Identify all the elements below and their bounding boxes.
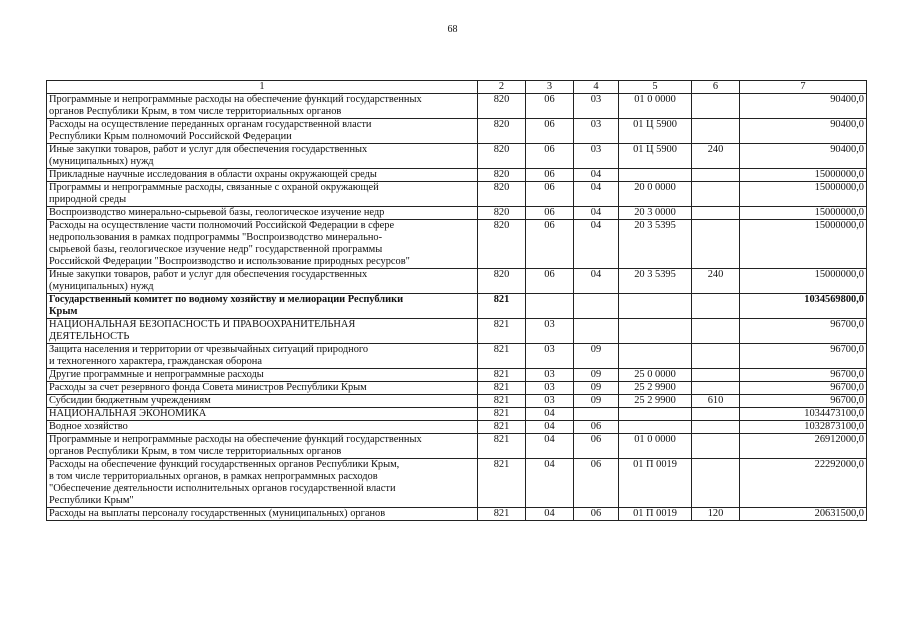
ministry-code-cell: 821 <box>478 294 526 319</box>
table-row <box>47 369 867 382</box>
subsection-code-cell: 04 <box>574 269 619 294</box>
expense-type-cell <box>692 319 740 344</box>
expense-name-line: Расходы на выплаты персоналу государственных (муниципальных) органов <box>49 508 386 519</box>
target-article-cell <box>619 408 692 421</box>
ministry-code-cell: 820 <box>478 220 526 269</box>
target-article-cell <box>619 169 692 182</box>
amount-cell: 22292000,0 <box>740 459 867 508</box>
header-cell: 5 <box>619 81 692 94</box>
expense-name-line: Расходы за счет резервного фонда Совета министров Республики Крым <box>49 382 367 393</box>
amount-cell: 1032873100,0 <box>740 421 867 434</box>
table-row <box>47 119 867 144</box>
amount-cell: 1034473100,0 <box>740 408 867 421</box>
expense-type-cell <box>692 207 740 220</box>
subsection-code-cell: 03 <box>574 144 619 169</box>
table-row <box>47 344 867 369</box>
expense-name-line: сырьевой базы, геологическое изучение недр" государственной программы <box>49 244 383 255</box>
table-row <box>47 319 867 344</box>
target-article-cell: 01 0 0000 <box>619 94 692 119</box>
expense-name-line: Государственный комитет по водному хозяйству и мелиорации Республики <box>49 294 404 305</box>
expense-name-line: Расходы на осуществление части полномочий Российской Федерации в сфере <box>49 220 395 231</box>
section-code-cell: 06 <box>526 169 574 182</box>
table-row <box>47 207 867 220</box>
expense-name-line: Субсидии бюджетным учреждениям <box>49 395 211 406</box>
expense-name-cell <box>47 144 478 169</box>
target-article-cell: 01 Ц 5900 <box>619 119 692 144</box>
target-article-cell: 25 2 9900 <box>619 395 692 408</box>
ministry-code-cell: 820 <box>478 169 526 182</box>
expense-name-cell <box>47 207 478 220</box>
expense-type-cell: 240 <box>692 269 740 294</box>
amount-cell: 15000000,0 <box>740 269 867 294</box>
subsection-code-cell <box>574 319 619 344</box>
subsection-code-cell: 06 <box>574 421 619 434</box>
section-code-cell: 03 <box>526 382 574 395</box>
target-article-cell: 20 0 0000 <box>619 182 692 207</box>
section-code-cell: 06 <box>526 119 574 144</box>
expense-name-line: органов Республики Крым, в том числе территориальных органов <box>49 446 342 457</box>
expense-type-cell <box>692 408 740 421</box>
expense-name-line: Воспроизводство минерально-сырьевой базы, геологическое изучение недр <box>49 207 385 218</box>
ministry-code-cell: 821 <box>478 395 526 408</box>
ministry-code-cell: 820 <box>478 182 526 207</box>
section-code-cell: 03 <box>526 369 574 382</box>
amount-cell: 1034569800,0 <box>740 294 867 319</box>
section-code-cell: 04 <box>526 421 574 434</box>
amount-cell: 90400,0 <box>740 144 867 169</box>
amount-cell: 96700,0 <box>740 382 867 395</box>
expense-name-line: органов Республики Крым, в том числе территориальных органов <box>49 106 342 117</box>
subsection-code-cell <box>574 294 619 319</box>
subsection-code-cell: 04 <box>574 182 619 207</box>
subsection-code-cell: 04 <box>574 207 619 220</box>
table-row <box>47 269 867 294</box>
expense-type-cell <box>692 169 740 182</box>
expense-name-line: Российской Федерации "Воспроизводство и использование природных ресурсов" <box>49 256 410 267</box>
ministry-code-cell: 820 <box>478 269 526 294</box>
expense-type-cell: 120 <box>692 508 740 521</box>
amount-cell: 15000000,0 <box>740 182 867 207</box>
table-row <box>47 382 867 395</box>
ministry-code-cell: 821 <box>478 408 526 421</box>
ministry-code-cell: 820 <box>478 94 526 119</box>
expense-name-cell <box>47 182 478 207</box>
ministry-code-cell: 820 <box>478 144 526 169</box>
header-cell: 1 <box>47 81 478 94</box>
expense-name-line: недропользования в рамках подпрограммы "Воспроизводство минерально- <box>49 232 383 243</box>
expense-name-line: и техногенного характера, гражданская оборона <box>49 356 262 367</box>
table-row <box>47 169 867 182</box>
expense-type-cell <box>692 459 740 508</box>
expense-name-line: Прикладные научные исследования в области охраны окружающей среды <box>49 169 377 180</box>
amount-cell: 26912000,0 <box>740 434 867 459</box>
ministry-code-cell: 821 <box>478 319 526 344</box>
section-code-cell: 04 <box>526 459 574 508</box>
ministry-code-cell: 821 <box>478 434 526 459</box>
target-article-cell: 25 2 9900 <box>619 382 692 395</box>
header-cell: 2 <box>478 81 526 94</box>
ministry-code-cell: 821 <box>478 382 526 395</box>
expense-type-cell <box>692 369 740 382</box>
table-row <box>47 144 867 169</box>
subsection-code-cell: 09 <box>574 395 619 408</box>
expense-name-cell <box>47 344 478 369</box>
page-number: 68 <box>447 24 458 35</box>
amount-cell: 15000000,0 <box>740 207 867 220</box>
subsection-code-cell: 03 <box>574 94 619 119</box>
target-article-cell <box>619 421 692 434</box>
expense-name-cell <box>47 119 478 144</box>
expense-name-cell <box>47 434 478 459</box>
table-row <box>47 421 867 434</box>
table-row <box>47 508 867 521</box>
expense-name-line: (муниципальных) нужд <box>49 281 154 292</box>
expense-name-line: Иные закупки товаров, работ и услуг для обеспечения государственных <box>49 144 368 155</box>
subsection-code-cell: 06 <box>574 434 619 459</box>
expense-name-line: (муниципальных) нужд <box>49 156 154 167</box>
expense-type-cell: 610 <box>692 395 740 408</box>
section-code-cell: 04 <box>526 408 574 421</box>
table-row <box>47 395 867 408</box>
expense-name-line: Программы и непрограммные расходы, связанные с охраной окружающей <box>49 182 379 193</box>
expense-name-cell <box>47 395 478 408</box>
subsection-code-cell: 04 <box>574 169 619 182</box>
expense-type-cell <box>692 344 740 369</box>
header-cell: 4 <box>574 81 619 94</box>
expense-type-cell <box>692 434 740 459</box>
section-code-cell <box>526 294 574 319</box>
expense-name-line: природной среды <box>49 194 127 205</box>
expense-name-line: Расходы на обеспечение функций государственных органов Республики Крым, <box>49 459 400 470</box>
subsection-code-cell: 06 <box>574 459 619 508</box>
amount-cell: 20631500,0 <box>740 508 867 521</box>
target-article-cell: 01 П 0019 <box>619 508 692 521</box>
amount-cell: 96700,0 <box>740 319 867 344</box>
section-code-cell: 06 <box>526 144 574 169</box>
expense-name-cell <box>47 382 478 395</box>
expense-type-cell <box>692 182 740 207</box>
expense-name-line: НАЦИОНАЛЬНАЯ БЕЗОПАСНОСТЬ И ПРАВООХРАНИТЕЛЬНАЯ <box>49 319 356 330</box>
ministry-code-cell: 821 <box>478 508 526 521</box>
header-cell: 3 <box>526 81 574 94</box>
ministry-code-cell: 821 <box>478 369 526 382</box>
section-code-cell: 06 <box>526 220 574 269</box>
expense-name-line: "Обеспечение деятельности исполнительных органов государственной власти <box>49 483 396 494</box>
amount-cell: 96700,0 <box>740 369 867 382</box>
expense-name-line: Расходы на осуществление переданных органам государственной власти <box>49 119 372 130</box>
table-row <box>47 459 867 508</box>
expense-name-line: Программные и непрограммные расходы на обеспечение функций государственных <box>49 434 422 445</box>
subsection-code-cell <box>574 408 619 421</box>
expense-name-line: ДЕЯТЕЛЬНОСТЬ <box>49 331 130 342</box>
target-article-cell: 20 3 5395 <box>619 269 692 294</box>
subsection-code-cell: 06 <box>574 508 619 521</box>
expense-type-cell <box>692 119 740 144</box>
section-code-cell: 06 <box>526 94 574 119</box>
expense-name-cell <box>47 459 478 508</box>
table-row <box>47 294 867 319</box>
budget-table <box>46 80 867 521</box>
expense-name-cell <box>47 408 478 421</box>
target-article-cell <box>619 344 692 369</box>
target-article-cell: 01 П 0019 <box>619 459 692 508</box>
subsection-code-cell: 03 <box>574 119 619 144</box>
section-code-cell: 03 <box>526 395 574 408</box>
table-row <box>47 434 867 459</box>
expense-name-line: Водное хозяйство <box>49 421 128 432</box>
expense-type-cell <box>692 220 740 269</box>
expense-type-cell <box>692 294 740 319</box>
target-article-cell: 20 3 5395 <box>619 220 692 269</box>
subsection-code-cell: 09 <box>574 382 619 395</box>
expense-type-cell <box>692 382 740 395</box>
target-article-cell: 20 3 0000 <box>619 207 692 220</box>
table-row <box>47 94 867 119</box>
amount-cell: 90400,0 <box>740 119 867 144</box>
target-article-cell: 01 Ц 5900 <box>619 144 692 169</box>
amount-cell: 90400,0 <box>740 94 867 119</box>
expense-name-cell <box>47 269 478 294</box>
expense-name-line: Иные закупки товаров, работ и услуг для обеспечения государственных <box>49 269 368 280</box>
expense-name-cell <box>47 220 478 269</box>
target-article-cell: 25 0 0000 <box>619 369 692 382</box>
section-code-cell: 03 <box>526 319 574 344</box>
expense-name-line: Программные и непрограммные расходы на обеспечение функций государственных <box>49 94 422 105</box>
expense-name-line: Республики Крым" <box>49 495 134 506</box>
expense-name-cell <box>47 294 478 319</box>
expense-type-cell <box>692 421 740 434</box>
target-article-cell <box>619 319 692 344</box>
table-row <box>47 408 867 421</box>
amount-cell: 96700,0 <box>740 395 867 408</box>
target-article-cell: 01 0 0000 <box>619 434 692 459</box>
amount-cell: 15000000,0 <box>740 169 867 182</box>
expense-name-line: Защита населения и территории от чрезвычайных ситуаций природного <box>49 344 369 355</box>
expense-name-cell <box>47 369 478 382</box>
ministry-code-cell: 821 <box>478 344 526 369</box>
expense-name-cell <box>47 421 478 434</box>
header-cell: 6 <box>692 81 740 94</box>
section-code-cell: 04 <box>526 434 574 459</box>
section-code-cell: 04 <box>526 508 574 521</box>
header-cell: 7 <box>740 81 867 94</box>
expense-name-line: Крым <box>49 306 78 317</box>
expense-name-cell <box>47 319 478 344</box>
amount-cell: 96700,0 <box>740 344 867 369</box>
section-code-cell: 06 <box>526 182 574 207</box>
ministry-code-cell: 820 <box>478 119 526 144</box>
expense-name-line: Республики Крым полномочий Российской Федерации <box>49 131 292 142</box>
target-article-cell <box>619 294 692 319</box>
subsection-code-cell: 04 <box>574 220 619 269</box>
expense-type-cell: 240 <box>692 144 740 169</box>
expense-name-line: в том числе территориальных органов, в рамках непрограммных расходов <box>49 471 378 482</box>
section-code-cell: 06 <box>526 207 574 220</box>
header-row <box>47 81 867 94</box>
expense-name-line: Другие программные и непрограммные расходы <box>49 369 264 380</box>
section-code-cell: 03 <box>526 344 574 369</box>
expense-name-line: НАЦИОНАЛЬНАЯ ЭКОНОМИКА <box>49 408 207 419</box>
ministry-code-cell: 821 <box>478 421 526 434</box>
expense-name-cell <box>47 508 478 521</box>
table-row <box>47 220 867 269</box>
table-row <box>47 182 867 207</box>
ministry-code-cell: 820 <box>478 207 526 220</box>
ministry-code-cell: 821 <box>478 459 526 508</box>
subsection-code-cell: 09 <box>574 344 619 369</box>
expense-type-cell <box>692 94 740 119</box>
subsection-code-cell: 09 <box>574 369 619 382</box>
amount-cell: 15000000,0 <box>740 220 867 269</box>
expense-name-cell <box>47 169 478 182</box>
expense-name-cell <box>47 94 478 119</box>
section-code-cell: 06 <box>526 269 574 294</box>
